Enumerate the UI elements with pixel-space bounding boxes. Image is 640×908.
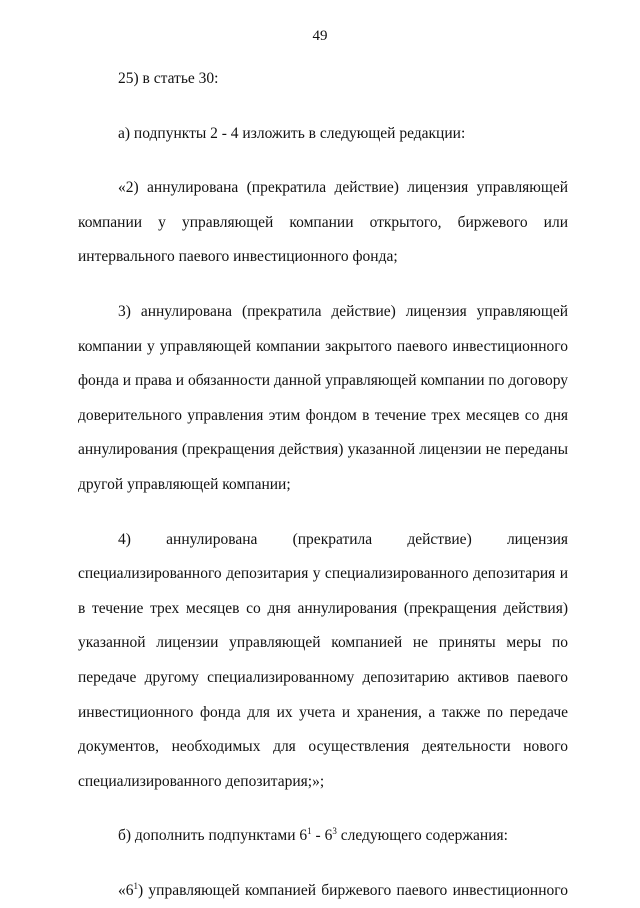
paragraph-item-6-1: [78, 874, 568, 908]
superscript-1: 1: [307, 826, 312, 837]
page-number: 49: [312, 28, 328, 44]
superscript-3: 3: [332, 826, 337, 837]
paragraph-b-text-2: - 6: [311, 827, 333, 845]
paragraph-25: 25) в статье 30:: [118, 70, 219, 87]
paragraph-item-4: 4) аннулирована (прекратила действие) лицензия специализированного депозитария у специализированного депозитария и в течение трех месяцев со дня аннулирования (прекращения действия) указанной лицензии управляющей компанией не приняты меры по передаче другому специализированному депозитарию активов паевого инвестиционного фонда для их учета и хранения, а также по передаче документов, необходимых для осуществления деятельности нового специализированного депозитария;»;: [78, 530, 568, 790]
paragraph-b-text-3: следующего содержания:: [336, 827, 508, 845]
document-body: [78, 62, 568, 908]
paragraph-item-3: 3) аннулирована (прекратила действие) лицензия управляющей компании у управляющей компании закрытого паевого инвестиционного фонда и права и обязанности данной управляющей компании по договору доверительного управления этим фондом в течение трех месяцев со дня аннулирования (прекращения действия) указанной лицензии не переданы другой управляющей компании;: [78, 302, 568, 493]
paragraph-6-1-text-2: ) управляющей компанией биржевого паевого инвестиционного: [138, 881, 568, 899]
paragraph-a: а) подпункты 2 - 4 изложить в следующей редакции:: [118, 124, 466, 142]
superscript-6-1: 1: [133, 880, 138, 891]
paragraph-b-text-1: б) дополнить подпунктами 6: [118, 827, 308, 845]
paragraph-b: [78, 819, 568, 854]
paragraph-item-2: «2) аннулирована (прекратила действие) лицензия управляющей компании у управляющей компании открытого, биржевого или интервального паевого инвестиционного фонда;: [78, 179, 568, 266]
paragraph-6-1-text-1: «6: [118, 881, 134, 899]
